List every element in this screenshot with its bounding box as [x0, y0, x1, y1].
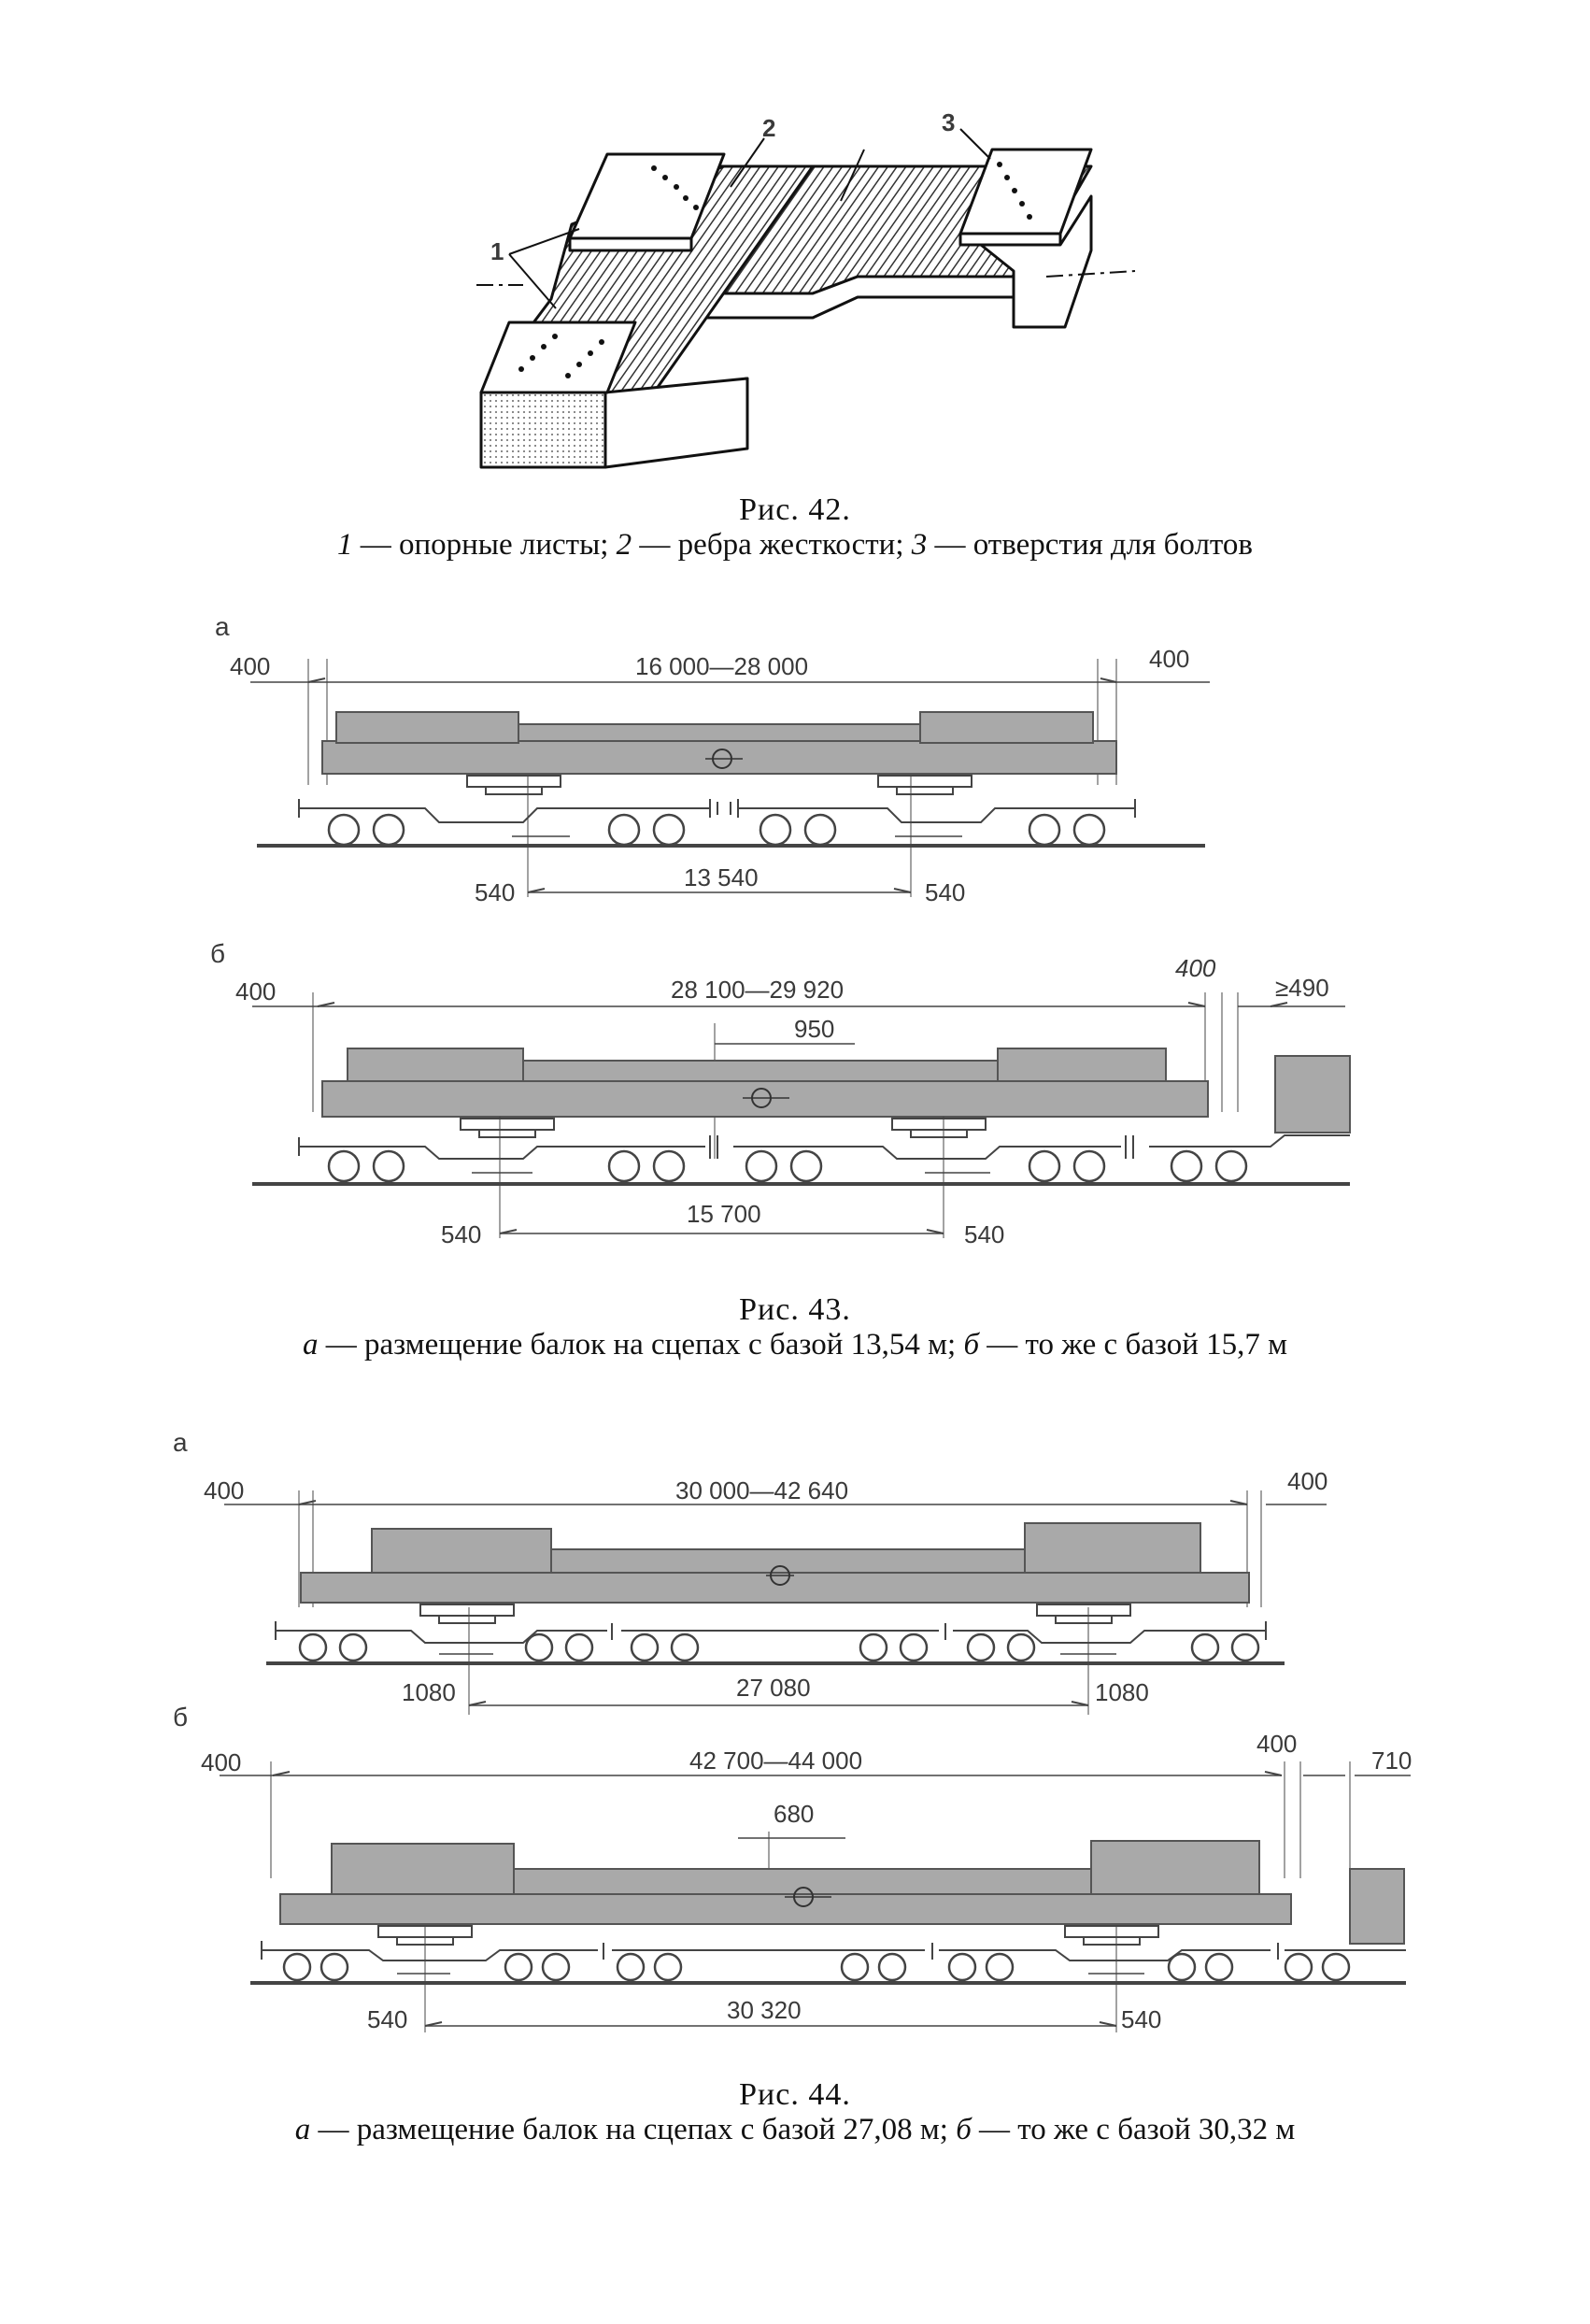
fig44-caption-b: то же с базой 30,32 м	[1017, 2113, 1296, 2146]
fig42-left-block-front2	[605, 378, 747, 467]
fig42-caption-legend: 1 — опорные листы; 2 — ребра жесткости; 3 — отверстия для болтов	[336, 528, 1253, 562]
fig43b-beam-lower	[322, 1081, 1208, 1117]
fig44-caption-a: размещение балок на сцепах с базой 27,08 м;	[356, 2113, 948, 2146]
fig43a-block-left	[336, 712, 518, 743]
fig43a-beam-upper	[514, 724, 925, 741]
fig43a-beam-lower	[322, 741, 1116, 774]
fig43a-overhang-right: 400	[1149, 645, 1190, 673]
fig43-caption-a: размещение балок на сцепах с базой 13,54 м;	[363, 1328, 957, 1362]
fig42-legend-text-1: опорные листы;	[398, 528, 609, 562]
fig44a-wheels	[300, 1634, 1258, 1661]
fig44a-diagram	[173, 1428, 1327, 1715]
fig43a-block-right	[920, 712, 1093, 743]
fig44a-overhang-left: 400	[204, 1476, 245, 1504]
fig44b-offset-left: 540	[367, 2005, 408, 2033]
fig42-isometric-drawing	[476, 129, 1135, 467]
fig44-caption-title: Рис. 44.	[739, 2077, 851, 2112]
fig43-caption-title: Рис. 43.	[739, 1292, 851, 1327]
fig44b-overhang-right: 400	[1256, 1730, 1298, 1758]
fig44a-length-range: 30 000—42 640	[675, 1476, 849, 1504]
fig43b-overhang-right: 400	[1175, 954, 1216, 982]
fig43b-diagram	[210, 939, 1350, 1248]
fig42-callout-2: 2	[762, 114, 776, 142]
fig43b-next-wagon-cargo	[1275, 1056, 1350, 1133]
fig42-left-block-front	[481, 392, 605, 467]
fig44a-block-left	[372, 1529, 551, 1573]
fig43a-diagram	[215, 612, 1210, 906]
fig44b-gap: 710	[1371, 1747, 1413, 1775]
fig42-legend-num-3: 3	[911, 528, 928, 562]
fig44b-block-right	[1091, 1841, 1259, 1894]
fig43b-cg-shift: 950	[794, 1015, 835, 1043]
fig43b-offset-left: 540	[441, 1220, 482, 1248]
fig44a-block-right	[1025, 1523, 1200, 1573]
fig43b-base: 15 700	[687, 1200, 761, 1228]
fig42-legend-text-2: ребра жесткости;	[677, 528, 904, 562]
fig43b-letter: б	[210, 939, 226, 968]
fig42-legend-num-1: 1	[336, 528, 353, 562]
fig43a-wheels	[329, 815, 1104, 845]
fig44b-cg-shift: 680	[774, 1800, 815, 1828]
fig44a-offset-left: 1080	[402, 1678, 456, 1706]
fig43b-block-right	[998, 1048, 1166, 1081]
fig44b-overhang-left: 400	[201, 1748, 242, 1776]
fig44a-offset-right: 1080	[1095, 1678, 1149, 1706]
fig43b-gap: ≥490	[1275, 974, 1329, 1002]
fig43a-overhang-left: 400	[230, 652, 271, 680]
fig44a-beam-lower	[301, 1573, 1249, 1603]
fig42-legend-text-3: отверстия для болтов	[972, 528, 1253, 562]
fig43b-overhang-left: 400	[235, 977, 277, 1005]
fig43-caption-b: то же с базой 15,7 м	[1025, 1328, 1288, 1362]
fig42-plate-lower-left	[481, 322, 635, 392]
fig43b-wheels	[329, 1151, 1246, 1181]
fig43b-block-left	[348, 1048, 523, 1081]
fig44a-base: 27 080	[736, 1674, 811, 1702]
fig44b-base: 30 320	[727, 1996, 802, 2024]
fig44-caption-letter-b: б	[956, 2113, 972, 2146]
fig42-plate-upper-right	[960, 150, 1091, 234]
fig44a-beam-upper	[551, 1549, 1028, 1573]
fig43a-offset-right: 540	[925, 878, 966, 906]
fig44b-next-wagon-cargo	[1350, 1869, 1404, 1944]
fig44b-offset-right: 540	[1121, 2005, 1162, 2033]
fig43b-beam-upper	[523, 1061, 1000, 1081]
fig42-callout-1: 1	[490, 237, 504, 265]
fig43-caption-letter-a: а	[302, 1328, 319, 1362]
fig44b-block-left	[332, 1844, 514, 1894]
fig43-caption-letter-b: б	[963, 1328, 980, 1362]
fig43-caption-text: а — размещение балок на сцепах с базой 13,54 м; б — то же с базой 15,7 м	[302, 1328, 1288, 1362]
fig44a-letter: а	[173, 1428, 188, 1457]
fig42-caption-title: Рис. 42.	[739, 492, 851, 527]
fig44a-overhang-right: 400	[1287, 1467, 1328, 1495]
fig44b-length-range: 42 700—44 000	[689, 1747, 863, 1775]
fig43a-offset-left: 540	[475, 878, 516, 906]
fig44-caption-text: а — размещение балок на сцепах с базой 27,08 м; б — то же с базой 30,32 м	[294, 2113, 1296, 2146]
fig42-callout-3: 3	[942, 108, 956, 136]
fig44b-beam-upper	[514, 1869, 1093, 1894]
fig43a-letter: а	[215, 612, 230, 641]
fig44b-diagram	[173, 1703, 1412, 2033]
fig44b-letter: б	[173, 1703, 189, 1732]
fig43b-offset-right: 540	[964, 1220, 1005, 1248]
fig43b-length-range: 28 100—29 920	[671, 976, 845, 1004]
fig44-caption-letter-a: а	[294, 2113, 311, 2146]
fig43a-base: 13 540	[684, 863, 759, 891]
fig43a-length-range: 16 000—28 000	[635, 652, 809, 680]
fig42-legend-num-2: 2	[616, 528, 632, 562]
fig44b-beam-lower	[280, 1894, 1291, 1924]
fig44b-wheels	[284, 1954, 1349, 1980]
